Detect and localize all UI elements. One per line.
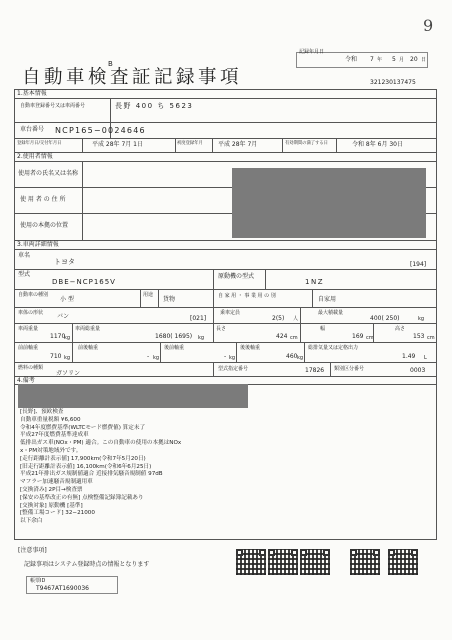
vehicle-vline-use (158, 289, 159, 307)
use-value: 貨物 (163, 296, 176, 303)
fr-axle-unit: kg (153, 355, 160, 361)
basic-vline-5 (282, 138, 283, 152)
use-label: 用途 (143, 292, 154, 298)
maker-code: [194] (410, 261, 427, 268)
qr-code-1 (236, 549, 266, 575)
user-base-label: 使用の本拠の位置 (20, 222, 69, 229)
vehicle-top-line (14, 249, 437, 250)
width-unit: cm (366, 335, 374, 341)
displacement-value: 1.49 (402, 353, 416, 360)
vehicle-vline-body (213, 307, 214, 323)
remarks-line: x・PM対策地域外です。 (20, 447, 82, 454)
capacity-value: 2(5) (272, 315, 285, 322)
rr-axle-label: 後後軸重 (240, 345, 261, 351)
qr-code-4 (350, 549, 380, 575)
basic-vline-6 (336, 138, 337, 152)
typecert-label: 型式指定番号 (218, 366, 249, 372)
body-label: 車体の形状 (18, 310, 44, 316)
record-day-unit: 日 (421, 57, 427, 63)
document-title: 自動車検査証記録事項 (22, 67, 243, 88)
width-label: 幅 (320, 326, 326, 332)
basic-divider-1 (14, 122, 437, 123)
vehicle-vline-a2 (160, 342, 161, 362)
remarks-line: 平成21年排出ガス規制値適合 近接排気騒音規制値 97dB (20, 471, 163, 478)
kind-label: 自動車の種別 (18, 292, 49, 298)
maker-value: トヨタ (54, 258, 75, 266)
basic-vline-4 (212, 138, 213, 152)
redacted-remarks (18, 384, 248, 408)
maxload-label: 最大積載量 (318, 310, 344, 316)
vehicle-vline-business (312, 289, 313, 307)
business-value: 自家用 (318, 296, 337, 303)
class-label: 類別区分番号 (334, 366, 365, 372)
remarks-line: 以下余白 (20, 518, 43, 525)
rf-axle-value: - (224, 353, 227, 360)
remarks-line: [保安の基準改正の有無] 点検整備記録簿記載あり (20, 494, 144, 501)
section-basic-title: 1.基本情報 (17, 90, 47, 97)
fr-axle-label: 前後軸重 (78, 345, 99, 351)
reg-date-value: 平成 28年 7月 1日 (92, 141, 143, 148)
vehicle-divider-2 (14, 289, 437, 290)
length-label: 長さ (216, 326, 227, 332)
vehicle-vline-model (213, 269, 214, 289)
displacement-label: 総排気量又は定格出力 (308, 345, 359, 351)
section-basic-top (14, 98, 437, 99)
business-label: 自 家 用 ・ 事 業 用 の 別 (218, 293, 276, 299)
qr-code-3 (300, 549, 330, 575)
length-value: 424 (276, 333, 288, 340)
fr-axle-value: - (147, 353, 150, 360)
weight-label: 車両重量 (18, 326, 39, 332)
fuel-label: 燃料の種類 (18, 365, 44, 371)
record-month: 5 (392, 56, 396, 63)
class-value: 0003 (410, 367, 426, 374)
capacity-unit: 人 (293, 316, 299, 322)
vehicle-divider-7 (14, 376, 437, 377)
remarks-line: 自動車重量税額 ¥6,600 (20, 416, 81, 423)
document-number: 321230137475 (370, 79, 416, 86)
rf-axle-unit: kg (229, 355, 236, 361)
ff-axle-value: 710 (50, 353, 62, 360)
height-unit: cm (427, 335, 435, 341)
vehicle-divider-3 (14, 307, 437, 308)
vehicle-divider-1 (14, 269, 437, 270)
section-remarks-title: 4.備考 (17, 377, 35, 384)
user-divider-3 (14, 240, 437, 241)
vehicle-divider-6 (14, 362, 437, 363)
displacement-unit: L (424, 355, 427, 361)
remarks-line: マフラー加速騒音規制適用車 (20, 479, 93, 486)
remarks-line: [交換済み] 2P目→検査票 (20, 486, 83, 493)
remarks-line: [交換対象] 原動機 [基準] (20, 502, 83, 509)
redacted-user-info (232, 168, 426, 238)
gross-label: 車両総重量 (75, 326, 101, 332)
height-label: 高さ (395, 326, 406, 332)
chassis-value: NCP165−0024646 (55, 126, 146, 135)
ff-axle-label: 前前軸重 (18, 345, 39, 351)
engine-label: 原動機の型式 (218, 273, 255, 280)
vehicle-vline-f2 (330, 362, 331, 376)
maxload-value: 400( 250) (370, 315, 400, 322)
form-id-value: T9467AT1690036 (36, 585, 89, 592)
remarks-line: [整備工場コード] 32−21000 (20, 510, 95, 517)
remarks-line: 平成27年度燃費基準達成車 (20, 432, 89, 439)
notice-text: 記録事項はシステム登録時点の情報となります (24, 561, 150, 568)
engine-value: 1NZ (305, 278, 324, 286)
body-code: [021] (190, 315, 207, 322)
fuel-value: ガソリン (56, 370, 81, 377)
remarks-line: [長野]、預欧検査 (20, 409, 64, 415)
width-value: 169 (352, 333, 364, 340)
section-user-title: 2.使用者情報 (17, 153, 53, 160)
form-id-label: 帳票ID (30, 578, 46, 584)
basic-divider-3 (14, 152, 437, 153)
vehicle-vline-a3 (236, 342, 237, 362)
basic-divider-2 (14, 138, 437, 139)
notice-title: [注意事項] (18, 547, 47, 554)
record-date-label: 記録年月日 (299, 49, 325, 55)
user-name-label: 使用者の氏名又は名称 (18, 170, 79, 177)
vehicle-vline-a1 (72, 342, 73, 362)
vehicle-vline-a4 (304, 342, 305, 362)
vehicle-vline-w2 (213, 323, 214, 342)
vehicle-vline-capacity (300, 307, 301, 323)
typecert-value: 17826 (305, 367, 325, 374)
gross-value: 1680( 1695) (155, 333, 193, 340)
capacity-label: 乗車定員 (220, 310, 241, 316)
basic-vline-2 (82, 138, 83, 152)
weight-value: 1170 (50, 333, 66, 340)
remarks-list (20, 409, 240, 526)
vehicle-vline-engine (265, 269, 266, 289)
model-label: 型式 (18, 271, 31, 278)
rr-axle-unit: kg (297, 355, 304, 361)
section-vehicle-title: 3.車両詳細情報 (17, 241, 59, 248)
model-value: DBE−NCP165V (52, 278, 116, 286)
qr-code-5 (388, 549, 418, 575)
reg-number-value: 長野 400 ち 5623 (115, 102, 194, 110)
remarks-line: [走行距離計表示値] 17,900km(令和7年5月20日) (20, 455, 146, 462)
user-vline (82, 161, 83, 240)
maxload-unit: kg (418, 316, 425, 322)
rr-axle-value: 460 (286, 353, 298, 360)
vehicle-vline-w1 (72, 323, 73, 342)
gross-unit: kg (198, 335, 205, 341)
vehicle-vline-w4 (373, 323, 374, 342)
vehicle-vline-kind (140, 289, 141, 307)
ff-axle-unit: kg (64, 355, 71, 361)
weight-unit: kg (64, 335, 71, 341)
vehicle-divider-5 (14, 342, 437, 343)
remarks-line: 低排出ガス車(NOx・PM) 適合。この自動車の使用の本拠はNOx (20, 440, 182, 447)
record-month-unit: 月 (399, 57, 405, 63)
chassis-label: 車台番号 (20, 126, 45, 133)
basic-vline-3 (175, 138, 176, 152)
user-top-line (14, 161, 437, 162)
user-address-label: 使 用 者 の 住 所 (20, 196, 66, 203)
maker-label: 車名 (18, 252, 31, 259)
record-year: 7 (370, 56, 374, 63)
first-reg-label: 初度登録年月 (177, 141, 203, 146)
length-unit: cm (290, 335, 298, 341)
reg-number-label: 自動車登録番号又は車両番号 (20, 103, 86, 109)
expiry-value: 令和 8年 6月 30日 (352, 141, 403, 148)
record-day: 20 (410, 56, 418, 63)
rf-axle-label: 後前軸重 (164, 345, 185, 351)
record-era: 令和 (345, 56, 358, 63)
small-mark: B (108, 60, 113, 68)
remarks-line: 令和4年度燃費基準(WLTCモード燃費値) 算定未了 (20, 424, 146, 431)
height-value: 153 (413, 333, 425, 340)
vehicle-vline-w3 (300, 323, 301, 342)
body-value: バン (57, 313, 70, 320)
remarks-line: [旧走行距離計表示値] 16,100km(令和6年6月25日) (20, 463, 152, 470)
vehicle-vline-usev (213, 289, 214, 307)
reg-date-label: 登録年月日/交付年月日 (17, 141, 62, 146)
vehicle-vline-f1 (213, 362, 214, 376)
record-year-unit: 年 (377, 57, 383, 63)
first-reg-value: 平成 28年 7月 (218, 141, 258, 148)
expiry-label: 有効期間の満了する日 (285, 141, 328, 146)
qr-code-2 (268, 549, 298, 575)
handwritten-page-number: 9 (423, 16, 434, 35)
kind-value: 小 型 (60, 296, 74, 303)
